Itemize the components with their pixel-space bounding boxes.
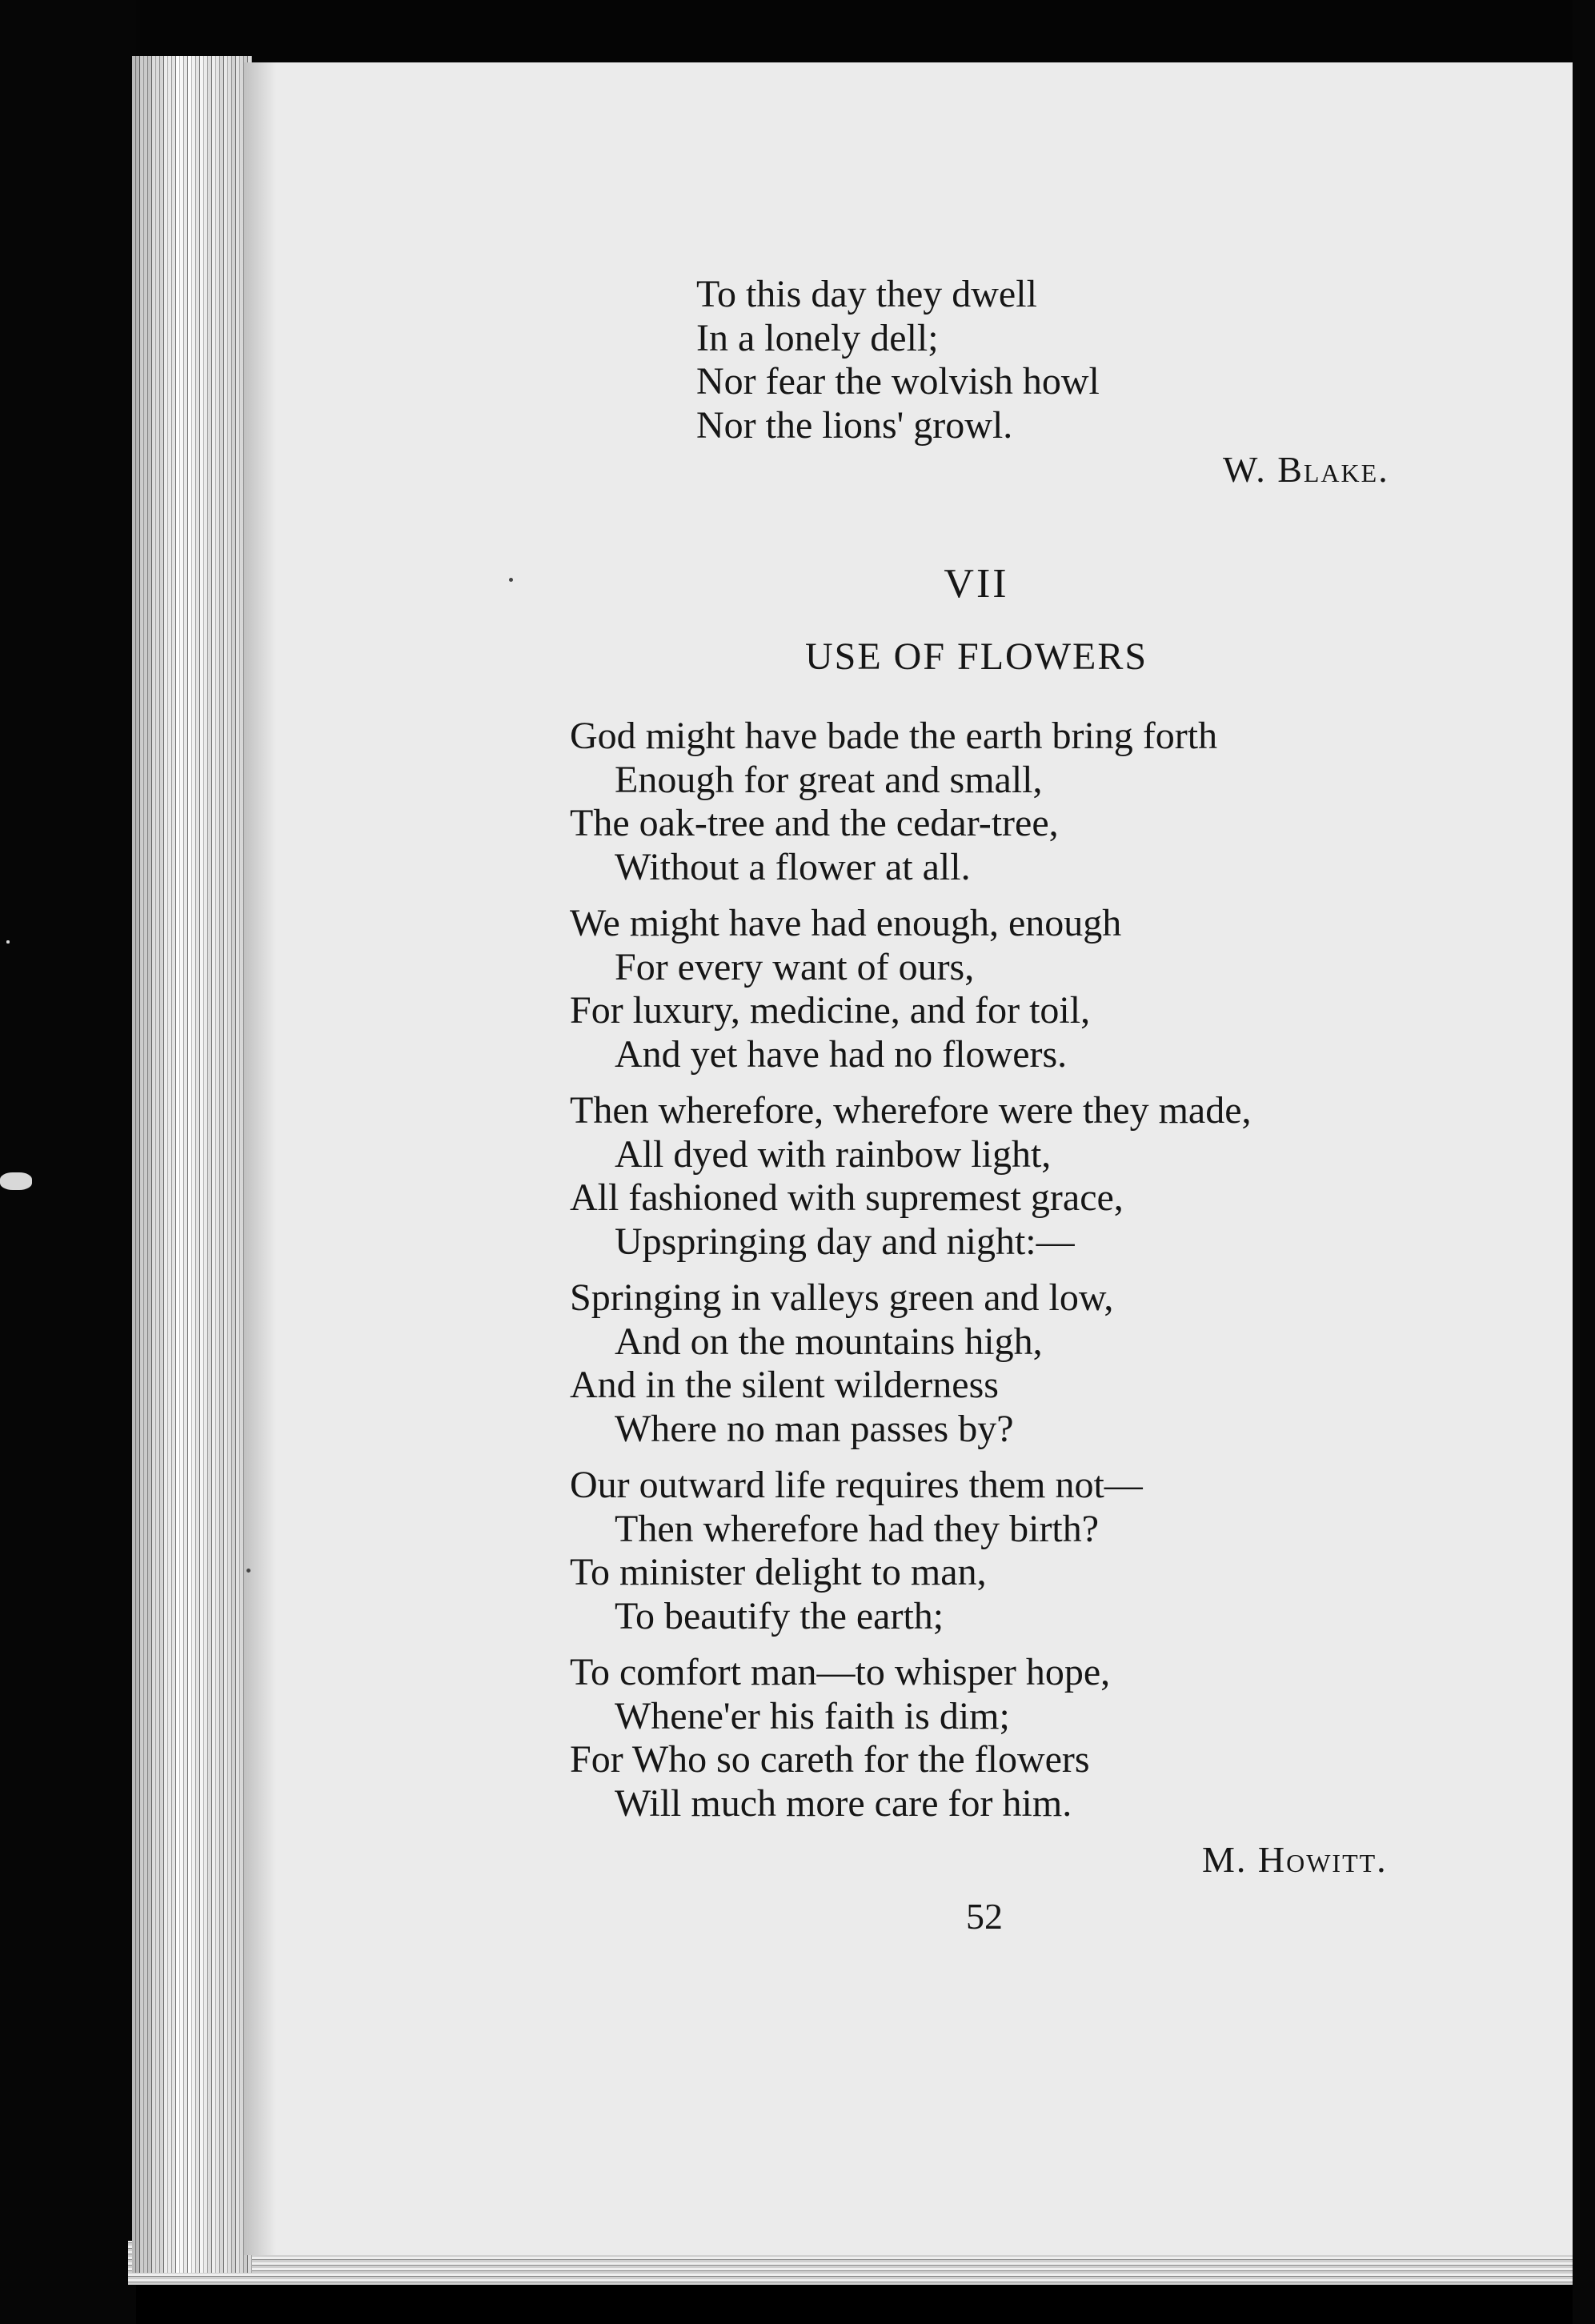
margin-mark bbox=[6, 940, 10, 944]
poem-line: To this day they dwell bbox=[696, 273, 1037, 315]
poem-stanza bbox=[570, 715, 1217, 889]
poem-stanza bbox=[570, 1089, 1252, 1264]
poem-line: All fashioned with supremest grace, bbox=[570, 1176, 1124, 1219]
poem-author: M. Howitt. bbox=[1202, 1839, 1388, 1880]
page-number: 52 bbox=[966, 1896, 1003, 1937]
poem-line: To minister delight to man, bbox=[570, 1551, 987, 1593]
poem-line: Then wherefore, wherefore were they made, bbox=[570, 1089, 1252, 1132]
poem-line: Nor fear the wolvish howl bbox=[696, 360, 1100, 403]
poem-line: Whene'er his faith is dim; bbox=[615, 1694, 1010, 1737]
poem-line: All dyed with rainbow light, bbox=[615, 1132, 1052, 1176]
top-poem-author: W. Blake. bbox=[1223, 449, 1389, 490]
page-stack-edges bbox=[132, 56, 252, 2273]
poem-line: For Who so careth for the flowers bbox=[570, 1738, 1090, 1781]
poem-line: And in the silent wilderness bbox=[570, 1364, 999, 1406]
poem-stanza bbox=[570, 1276, 1113, 1451]
scan-right-border bbox=[1573, 0, 1595, 2324]
poem-line: For luxury, medicine, and for toil, bbox=[570, 989, 1091, 1032]
poem-stanza bbox=[570, 1464, 1143, 1638]
poem-line: And yet have had no flowers. bbox=[615, 1032, 1068, 1076]
poem-line: Will much more care for him. bbox=[615, 1781, 1072, 1825]
top-poem-stanza bbox=[696, 273, 1100, 447]
poem-line: The oak-tree and the cedar-tree, bbox=[570, 802, 1059, 844]
poem-line: For every want of ours, bbox=[615, 945, 975, 988]
poem-line: Then wherefore had they birth? bbox=[615, 1507, 1100, 1550]
speck bbox=[509, 578, 513, 582]
poem-line: God might have bade the earth bring forth bbox=[570, 715, 1218, 757]
poem-line: Enough for great and small, bbox=[615, 758, 1043, 801]
poem-line: Springing in valleys green and low, bbox=[570, 1276, 1114, 1319]
poem-line: Where no man passes by? bbox=[615, 1407, 1014, 1450]
poem-line: Our outward life requires them not— bbox=[570, 1464, 1143, 1506]
poem-line: Upspringing day and night:— bbox=[615, 1220, 1075, 1263]
poem-line: In a lonely dell; bbox=[696, 316, 939, 359]
poem-line: To comfort man—to whisper hope, bbox=[570, 1651, 1111, 1693]
poem-stanza bbox=[570, 1651, 1110, 1825]
section-number: VII bbox=[944, 561, 1009, 607]
poem-line: We might have had enough, enough bbox=[570, 902, 1122, 944]
speck bbox=[246, 1569, 250, 1573]
poem-stanza bbox=[570, 902, 1121, 1076]
poem-line: To beautify the earth; bbox=[615, 1594, 944, 1637]
scan-top-border bbox=[0, 0, 1595, 62]
margin-mark bbox=[0, 1172, 32, 1190]
poem-line: Without a flower at all. bbox=[615, 845, 971, 888]
poem-line: Nor the lions' growl. bbox=[696, 403, 1013, 447]
poem-line: And on the mountains high, bbox=[615, 1320, 1043, 1363]
scan-left-border bbox=[0, 0, 136, 2324]
section-title: USE OF FLOWERS bbox=[804, 635, 1148, 678]
